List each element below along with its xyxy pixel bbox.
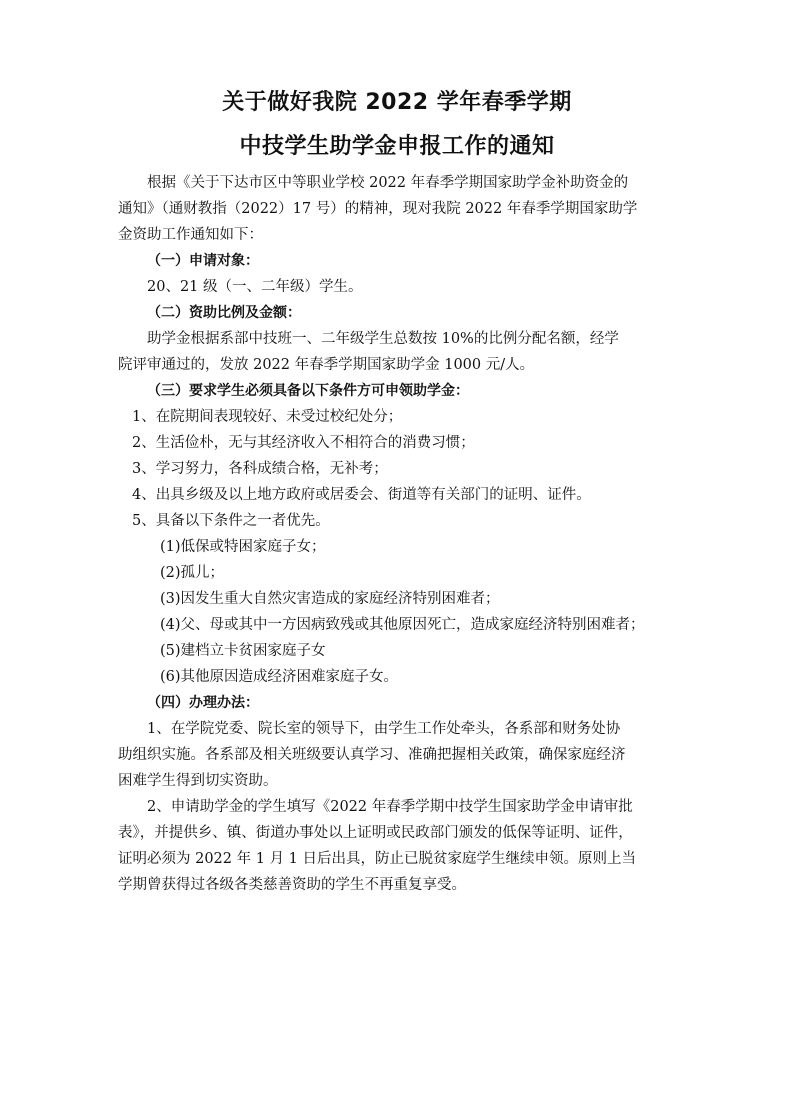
procedure-line: 2、申请助学金的学生填写《2022 年春季学期中技学生国家助学金申请审批 <box>147 799 633 815</box>
procedure-line: 1、在学院党委、院长室的领导下，由学生工作处牵头，各系部和财务处协 <box>147 721 621 737</box>
applicants-text <box>118 274 670 300</box>
priority-subitem: (6)其他原因造成经济困难家庭子女。 <box>160 669 399 685</box>
section-heading-procedure: （四）办理办法： <box>147 695 259 711</box>
priority-subitem: (2)孤儿； <box>160 565 225 581</box>
priority-subitem: (4)父、母或其中一方因病致残或其他原因死亡，造成家庭经济特别困难者； <box>160 617 645 633</box>
procedure-line: 学期曾获得过各级各类慈善资助的学生不再重复享受。 <box>118 877 466 893</box>
procedure-line: 助组织实施。各系部及相关班级要认真学习、准确把握相关政策，确保家庭经济 <box>118 747 626 763</box>
document-title-line-1: 关于做好我院 2022 学年春季学期 <box>222 90 572 115</box>
ratio-line: 院评审通过的，发放 2022 年春季学期国家助学金 1000 元/人。 <box>118 357 535 373</box>
intro-paragraph <box>118 170 670 248</box>
requirement-item: 1、在院期间表现较好、未受过校纪处分； <box>132 409 403 425</box>
document-body <box>118 170 670 898</box>
procedure-paragraph-1 <box>118 716 670 794</box>
intro-line: 通知》（通财教指（2022）17 号）的精神，现对我院 2022 年春季学期国家助学 <box>118 201 638 217</box>
procedure-line: 证明必须为 2022 年 1 月 1 日后出具，防止已脱贫家庭学生继续申领。原则上当 <box>118 851 637 867</box>
intro-line: 根据《关于下达市区中等职业学校 2022 年春季学期国家助学金补助资金的 <box>147 175 629 191</box>
priority-subitem: (3)因发生重大自然灾害造成的家庭经济特别困难者； <box>160 591 500 607</box>
priority-subitem: (1)低保或特困家庭子女； <box>160 539 326 555</box>
intro-line: 金资助工作通知如下： <box>118 227 263 243</box>
requirement-item: 2、生活俭朴，无与其经济收入不相符合的消费习惯； <box>132 435 475 451</box>
procedure-line: 表》，并提供乡、镇、街道办事处以上证明或民政部门颁发的低保等证明、证件， <box>118 825 633 841</box>
ratio-amount-paragraph <box>118 326 670 378</box>
section-heading-requirements: （三）要求学生必须具备以下条件方可申领助学金： <box>147 383 469 399</box>
priority-subitem: (5)建档立卡贫困家庭子女 <box>160 643 326 659</box>
applicants-line: 20、21 级（一、二年级）学生。 <box>147 279 363 295</box>
section-heading-applicants: （一）申请对象： <box>147 253 259 269</box>
document-title-line-2: 中技学生助学金申报工作的通知 <box>239 134 555 159</box>
procedure-paragraph-2 <box>118 794 670 898</box>
requirement-item: 5、具备以下条件之一者优先。 <box>132 513 330 529</box>
requirement-item: 4、出具乡级及以上地方政府或居委会、街道等有关部门的证明、证件。 <box>132 487 591 503</box>
procedure-line: 困难学生得到切实资助。 <box>118 773 278 789</box>
section-heading-ratio-amount: （二）资助比例及金额： <box>147 305 301 321</box>
requirement-item: 3、学习努力，各科成绩合格，无补考； <box>132 461 388 477</box>
ratio-line: 助学金根据系部中技班一、二年级学生总数按 10%的比例分配名额，经学 <box>147 331 619 347</box>
